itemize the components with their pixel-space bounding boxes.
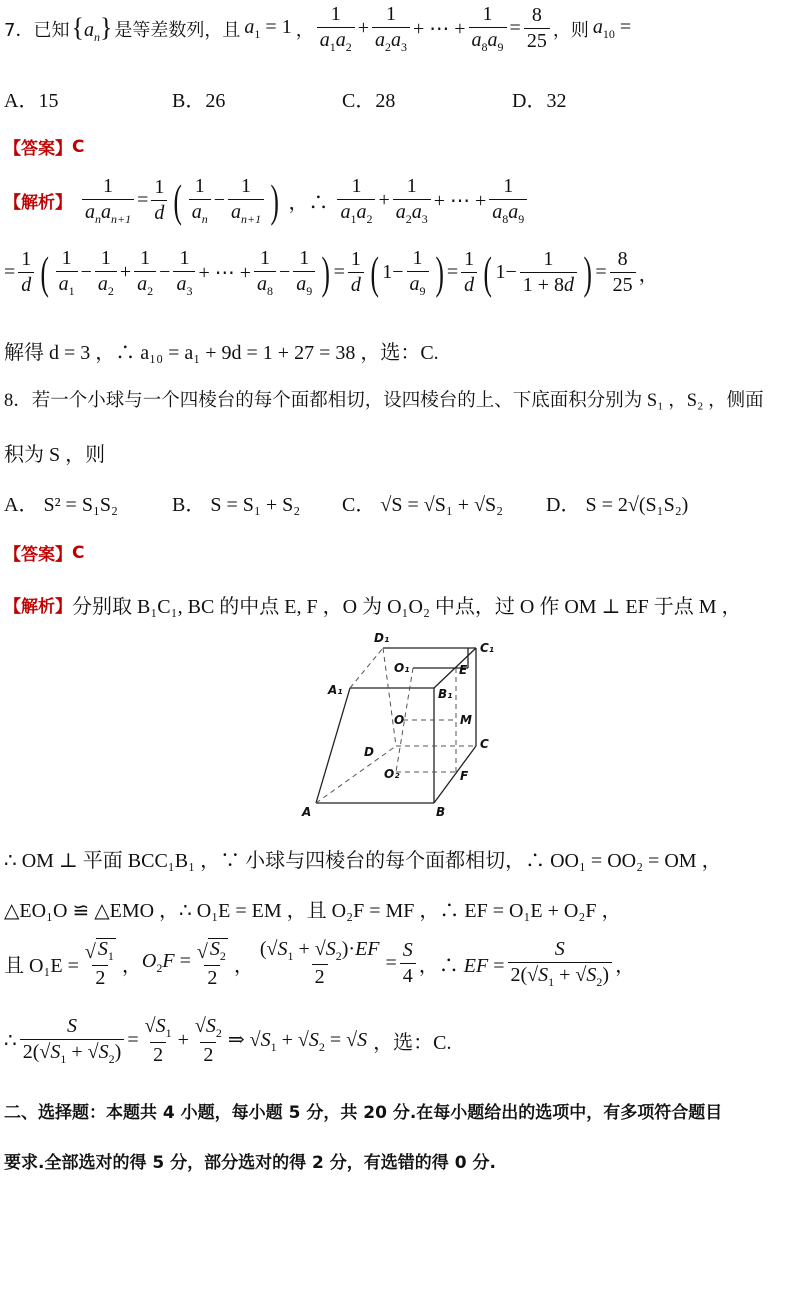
q7-analysis-2: = $\frac{1}{d}$ ( $\frac{1}{a_1}$ − $\frac{1}{a_2}$ + $\frac{1}{a_2}$ − $\frac{1}{a_3}$ + ⋯ + $\frac{1}{a_8}$ − $\frac{1}{a_9}$ ) = $\frac{1}{d}$ ( 1− $\frac{1}{a_9}$ ) = $\frac{1}{d}$ ( 1− $\frac{1}{1 + 8d}$ ) = $\frac{8}{25}$ ， xyxy=(4,246,659,298)
q8-answer-value: C xyxy=(72,542,85,563)
q7-cond: $a_1 = 1$ xyxy=(244,15,292,41)
q8-analysis-text: 分别取 B₁C₁, BC 的中点 E, F ，O 为 O₁O₂ 中点，过 O 作 OM ⊥ EF 于点 M ， xyxy=(72,596,742,618)
label-B: B xyxy=(436,805,446,818)
q8-line-d: ∴ $\frac{S}{2(√S_1 + √S_2)}$ = $\frac{√S_1}{2}$ + $\frac{√S_2}{2}$ ⇒ $√S_1 + √S_2 = √S$ ，选：C. xyxy=(4,1015,452,1066)
frac-3: $\frac{1}{a_8a_9}$ xyxy=(469,4,507,54)
label-A: A xyxy=(302,805,312,818)
q7-stem-c: ，则 xyxy=(552,19,589,41)
q7-answer: 【答案】 C xyxy=(4,136,85,159)
seq-notation: $\{a_n\}$ xyxy=(71,12,113,44)
section2-line2: 要求.全部选对的得 5 分，部分选对的得 2 分，有选错的得 0 分. xyxy=(4,1153,496,1173)
q7-stem-b: 是等差数列，且 xyxy=(114,19,241,41)
q7-answer-value: C xyxy=(72,136,85,157)
label-A1: A₁ xyxy=(328,683,343,697)
label-O2: O₂ xyxy=(384,767,400,781)
q7-stem: 7．已知 $\{a_n\}$ 是等差数列，且 $a_1 = 1$ ， $\frac{1}{a_1a_2}$ + $\frac{1}{a_2a_3}$ + ⋯ + $\frac{1}{a_8a_9}$ = $\frac{8}{25}$ ，则 $a_{10}$ = xyxy=(4,3,632,54)
q8-analysis: 【解析】 分别取 B₁C₁, BC 的中点 E, F ，O 为 O₁O₂ 中点，过 O 作 OM ⊥ EF 于点 M ， xyxy=(4,590,742,619)
label-F: F xyxy=(460,769,469,783)
label-C1: C₁ xyxy=(480,641,495,655)
label-M: M xyxy=(460,713,472,727)
label-D1: D₁ xyxy=(374,631,390,645)
q8-option-d: D． S = 2√(S₁S₂) xyxy=(546,494,689,516)
q8-line-a: ∴ OM ⊥ 平面 BCC₁B₁ ，∵ 小球与四棱台的每个面都相切，∴ OO₁ = OO₂ = OM ， xyxy=(4,850,722,872)
label-D: D xyxy=(364,745,374,759)
q8-stem-line2: 积为 S ，则 xyxy=(4,444,106,466)
label-O: O xyxy=(394,713,405,727)
q8-stem-line1: 8．若一个小球与一个四棱台的每个面都相切，设四棱台的上、下底面积分别为 S₁ ，S₂ ，侧面 xyxy=(4,391,764,411)
q8-answer: 【答案】 C xyxy=(4,542,85,565)
frac-result: $\frac{8}{25}$ xyxy=(524,5,550,52)
q7-option-c: C．28 xyxy=(342,90,396,112)
q8-option-a: A． S² = S₁S₂ xyxy=(4,494,119,516)
section2-line1: 二、选择题：本题共 4 小题，每小题 5 分，共 20 分.在每小题给出的选项中，有多项符合题目 xyxy=(4,1103,723,1123)
q8-option-c: C． √S = √S₁ + √S₂ xyxy=(342,494,504,516)
q8-line-c: 且 O₁E = √ $S_1$ 2 ， $O_2F$ = √ $S_2$ 2 ， $\frac{(√S_1 + √S_2)\cdot EF}{2}$ = $\frac{S}{4}$ ，∴ EF = $\frac{S}{2(√S_1 + √S_2)}$ ， xyxy=(4,937,636,989)
q8-line-b: △EO₁O ≌ △EMO ，∴ O₁E = EM ，且 O₂F = MF ，∴ EF = O₁E + O₂F ， xyxy=(4,900,622,922)
q8-option-b: B． S = S₁ + S₂ xyxy=(172,494,301,516)
q7-target: $a_{10}$ = xyxy=(592,15,632,41)
q7-option-a: A．15 xyxy=(4,90,59,112)
q7-stem-a: 7．已知 xyxy=(4,19,70,41)
frac-2: $\frac{1}{a_2a_3}$ xyxy=(372,4,410,54)
q7-option-d: D．32 xyxy=(512,90,567,112)
label-O1: O₁ xyxy=(394,661,410,675)
q7-option-b: B．26 xyxy=(172,90,226,112)
frac-1: $\frac{1}{a_1a_2}$ xyxy=(317,4,355,54)
q7-analysis-1: 【解析】 $\frac{1}{a_na_{n+1}}$ = $\frac{1}{d}$ ( $\frac{1}{a_n}$ − $\frac{1}{a_{n+1}}$ ) ，∴ $\frac{1}{a_1a_2}$ + $\frac{1}{a_2a_3}$ + ⋯ + $\frac{1}{a_8a_9}$ xyxy=(4,176,530,226)
frustum-figure xyxy=(298,628,538,818)
label-B1: B₁ xyxy=(438,687,453,701)
label-E: E xyxy=(459,663,468,677)
label-C: C xyxy=(480,737,489,751)
q7-final-step: 解得 d = 3 ，∴ a₁₀ = a₁ + 9d = 1 + 27 = 38 ，选：C. xyxy=(4,342,439,364)
